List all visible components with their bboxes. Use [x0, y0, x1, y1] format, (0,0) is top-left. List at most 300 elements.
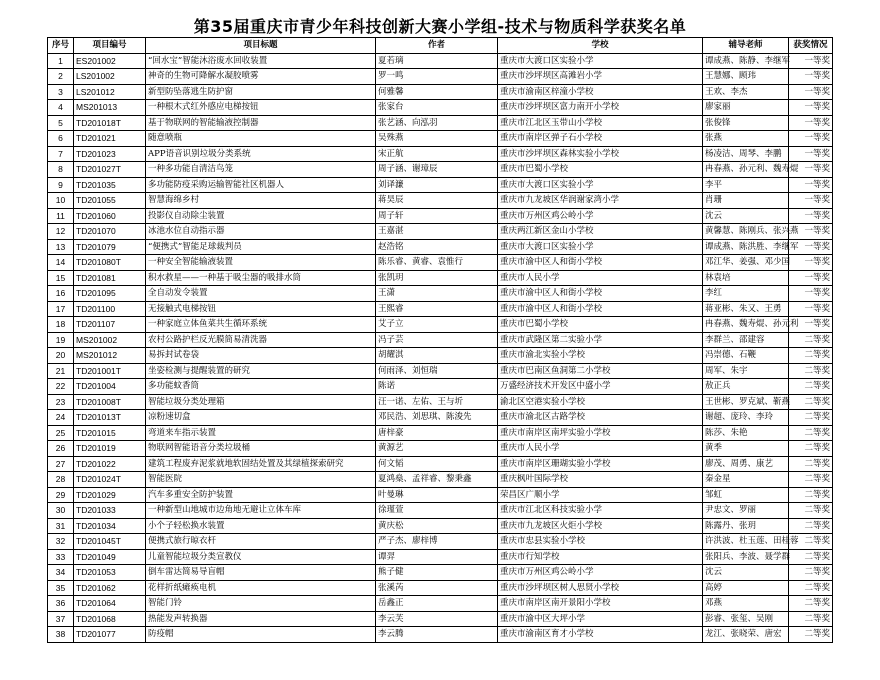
cell-code: TD201033 [74, 503, 146, 519]
cell-code: MS201012 [74, 348, 146, 364]
cell-project: 智能门铃 [146, 596, 376, 612]
cell-award: 二等奖 [789, 565, 833, 581]
cell-author: 叶曼琳 [376, 487, 498, 503]
cell-award: 一等奖 [789, 193, 833, 209]
cell-author: 王熙睿 [376, 301, 498, 317]
cell-no: 30 [48, 503, 74, 519]
cell-no: 37 [48, 611, 74, 627]
cell-award: 一等奖 [789, 53, 833, 69]
cell-project: 汽车多重安全防护装置 [146, 487, 376, 503]
cell-school: 重庆市江北区科技实验小学 [498, 503, 703, 519]
cell-no: 8 [48, 162, 74, 178]
cell-author: 周子轩 [376, 208, 498, 224]
cell-award: 二等奖 [789, 518, 833, 534]
cell-author: 黄源艺 [376, 441, 498, 457]
cell-teacher: 高婷 [703, 580, 789, 596]
cell-award: 一等奖 [789, 100, 833, 116]
cell-code: TD201077 [74, 627, 146, 643]
cell-school: 重庆市人民小学 [498, 270, 703, 286]
cell-code: TD201034 [74, 518, 146, 534]
table-row [48, 332, 833, 348]
cell-teacher: 廖茂、周勇、康艺 [703, 456, 789, 472]
cell-school: 重庆市渝北区古路学校 [498, 410, 703, 426]
cell-school: 重庆市大渡口区实验小学 [498, 177, 703, 193]
cell-project: 防疫帽 [146, 627, 376, 643]
cell-award: 一等奖 [789, 224, 833, 240]
cell-author: 熊子健 [376, 565, 498, 581]
cell-code: TD201068 [74, 611, 146, 627]
table-row [48, 115, 833, 131]
cell-school: 重庆市巴蜀小学校 [498, 317, 703, 333]
cell-award: 二等奖 [789, 332, 833, 348]
table-row [48, 456, 833, 472]
cell-school: 重庆市沙坪坝区树人思贤小学校 [498, 580, 703, 596]
cell-no: 33 [48, 549, 74, 565]
cell-school: 重庆市大渡口区实验小学 [498, 239, 703, 255]
cell-code: LS201002 [74, 69, 146, 85]
cell-teacher: 蒋亚彬、朱又、王勇 [703, 301, 789, 317]
cell-award: 一等奖 [789, 301, 833, 317]
cell-code: TD201080T [74, 255, 146, 271]
cell-school: 重庆市南岸区珊瑚实验小学校 [498, 456, 703, 472]
cell-code: TD201022 [74, 456, 146, 472]
table-row [48, 162, 833, 178]
page-title: 第35届重庆市青少年科技创新大赛小学组-技术与物质科学获奖名单 [193, 17, 687, 36]
cell-teacher: 王欢、李杰 [703, 84, 789, 100]
cell-award: 二等奖 [789, 549, 833, 565]
cell-project: 坐姿检测与提醒装置的研究 [146, 363, 376, 379]
cell-no: 11 [48, 208, 74, 224]
cell-project: 小个子轻松换水装置 [146, 518, 376, 534]
cell-teacher: 张俊锋 [703, 115, 789, 131]
cell-author: 张艺涵、向泓羽 [376, 115, 498, 131]
cell-no: 38 [48, 627, 74, 643]
cell-award: 一等奖 [789, 270, 833, 286]
cell-code: TD201024T [74, 472, 146, 488]
cell-award: 二等奖 [789, 348, 833, 364]
cell-no: 36 [48, 596, 74, 612]
table-row [48, 487, 833, 503]
cell-teacher: 周军、朱宇 [703, 363, 789, 379]
cell-school: 重庆市南岸区南坪实验小学校 [498, 425, 703, 441]
cell-author: 赵浩铭 [376, 239, 498, 255]
cell-school: 重庆市九龙坡区华润谢家湾小学 [498, 193, 703, 209]
cell-school: 重庆市万州区鸡公岭小学 [498, 208, 703, 224]
table-row [48, 627, 833, 643]
cell-teacher: 敖正兵 [703, 379, 789, 395]
table-row [48, 549, 833, 565]
cell-project: 神奇的生物可降解水凝胶喷雾 [146, 69, 376, 85]
cell-teacher: 王世彬、罗克斌、靳燕 [703, 394, 789, 410]
cell-teacher: 尹忠文、罗丽 [703, 503, 789, 519]
cell-author: 王潇 [376, 286, 498, 302]
cell-award: 二等奖 [789, 534, 833, 550]
cell-teacher: 谭成燕、陈静、李继军 [703, 53, 789, 69]
cell-award: 二等奖 [789, 363, 833, 379]
cell-award: 一等奖 [789, 162, 833, 178]
table-row [48, 131, 833, 147]
cell-school: 重庆市沙坪坝区高滩岩小学 [498, 69, 703, 85]
cell-author: 严子杰、廖梓博 [376, 534, 498, 550]
table-row [48, 394, 833, 410]
table-row [48, 348, 833, 364]
cell-no: 34 [48, 565, 74, 581]
cell-school: 重庆市渝南区梓潼小学校 [498, 84, 703, 100]
cell-project: 智慧海绵乡村 [146, 193, 376, 209]
cell-project: 一种家庭立体鱼菜共生循环系统 [146, 317, 376, 333]
cell-no: 35 [48, 580, 74, 596]
cell-award: 二等奖 [789, 611, 833, 627]
cell-school: 重庆两江新区金山小学校 [498, 224, 703, 240]
cell-project: 多功能蚊香筒 [146, 379, 376, 395]
cell-no: 29 [48, 487, 74, 503]
cell-no: 22 [48, 379, 74, 395]
cell-school: 重庆市渝中区人和街小学校 [498, 301, 703, 317]
table-row [48, 611, 833, 627]
cell-code: TD201013T [74, 410, 146, 426]
cell-no: 15 [48, 270, 74, 286]
cell-project: 便携式旅行晾衣杆 [146, 534, 376, 550]
cell-author: 陈诺 [376, 379, 498, 395]
cell-project: 儿童智能垃圾分类宣教仪 [146, 549, 376, 565]
cell-award: 二等奖 [789, 425, 833, 441]
cell-project: 多功能防疫采购运输智能社区机器人 [146, 177, 376, 193]
cell-school: 重庆市渝中区人和街小学校 [498, 286, 703, 302]
table-row [48, 270, 833, 286]
cell-teacher: 李红 [703, 286, 789, 302]
cell-project: 一种安全智能输液装置 [146, 255, 376, 271]
cell-award: 二等奖 [789, 503, 833, 519]
cell-code: TD201060 [74, 208, 146, 224]
header-code: 项目编号 [74, 38, 146, 54]
cell-author: 李云芙 [376, 611, 498, 627]
cell-no: 3 [48, 84, 74, 100]
table-row [48, 518, 833, 534]
cell-author: 汪一诺、左佑、王与圻 [376, 394, 498, 410]
cell-award: 二等奖 [789, 627, 833, 643]
cell-teacher: 张阳兵、李波、聂学群 [703, 549, 789, 565]
cell-code: TD201029 [74, 487, 146, 503]
table-row [48, 255, 833, 271]
cell-school: 重庆市万州区鸡公岭小学 [498, 565, 703, 581]
cell-author: 张家台 [376, 100, 498, 116]
cell-teacher: 邹虹 [703, 487, 789, 503]
cell-code: TD201079 [74, 239, 146, 255]
cell-project: APP语音识别垃圾分类系统 [146, 146, 376, 162]
cell-no: 32 [48, 534, 74, 550]
cell-school: 重庆市渝南区育才小学校 [498, 627, 703, 643]
cell-no: 1 [48, 53, 74, 69]
cell-code: TD201100 [74, 301, 146, 317]
table-row [48, 53, 833, 69]
cell-no: 4 [48, 100, 74, 116]
header-row [48, 38, 833, 54]
cell-school: 重庆市渝中区人和街小学校 [498, 255, 703, 271]
cell-author: 艾子立 [376, 317, 498, 333]
cell-teacher: 王慧娜、顾玮 [703, 69, 789, 85]
cell-teacher: 邓燕 [703, 596, 789, 612]
cell-no: 5 [48, 115, 74, 131]
cell-author: 唐梓豪 [376, 425, 498, 441]
cell-no: 20 [48, 348, 74, 364]
cell-teacher: 李群兰、邵建容 [703, 332, 789, 348]
cell-no: 23 [48, 394, 74, 410]
cell-award: 一等奖 [789, 239, 833, 255]
cell-project: 倒车雷达简易导盲帽 [146, 565, 376, 581]
cell-school: 重庆市人民小学 [498, 441, 703, 457]
cell-no: 28 [48, 472, 74, 488]
cell-school: 重庆市行知学校 [498, 549, 703, 565]
cell-no: 24 [48, 410, 74, 426]
cell-project: 建筑工程废弃泥浆就地软固结处置及其绿植探索研究 [146, 456, 376, 472]
cell-author: 黄庆松 [376, 518, 498, 534]
cell-code: TD201095 [74, 286, 146, 302]
cell-teacher: 许洪波、杜玉莲、田桂蓉 [703, 534, 789, 550]
cell-no: 27 [48, 456, 74, 472]
cell-teacher: 肖珊 [703, 193, 789, 209]
cell-teacher: 廖家丽 [703, 100, 789, 116]
cell-school: 重庆市巴蜀小学校 [498, 162, 703, 178]
cell-code: ES201002 [74, 53, 146, 69]
cell-author: 刘译濂 [376, 177, 498, 193]
table-row [48, 317, 833, 333]
header-no: 序号 [48, 38, 74, 54]
cell-code: TD201001T [74, 363, 146, 379]
cell-school: 渝北区空港实验小学校 [498, 394, 703, 410]
cell-award: 二等奖 [789, 394, 833, 410]
cell-teacher: 黄馨慧、陈刚兵、张兴燕 [703, 224, 789, 240]
cell-author: 夏若璃 [376, 53, 498, 69]
cell-project: 弯道来车指示装置 [146, 425, 376, 441]
cell-award: 一等奖 [789, 131, 833, 147]
table-row [48, 84, 833, 100]
cell-author: 岳鑫正 [376, 596, 498, 612]
cell-project: 热能发声转换器 [146, 611, 376, 627]
cell-teacher: 冉春燕、孙元利、魏寿焜 [703, 162, 789, 178]
table-row [48, 565, 833, 581]
cell-award: 二等奖 [789, 441, 833, 457]
table-row [48, 301, 833, 317]
cell-project: 物联网智能语音分类垃圾桶 [146, 441, 376, 457]
cell-award: 一等奖 [789, 69, 833, 85]
cell-award: 二等奖 [789, 580, 833, 596]
cell-school: 万盛经济技术开发区中盛小学 [498, 379, 703, 395]
cell-award: 一等奖 [789, 177, 833, 193]
cell-award: 二等奖 [789, 596, 833, 612]
cell-project: 农村公路护栏反光膜简易清洗器 [146, 332, 376, 348]
table-row [48, 410, 833, 426]
cell-school: 重庆市巴南区鱼洞第二小学校 [498, 363, 703, 379]
cell-code: TD201019 [74, 441, 146, 457]
cell-award: 二等奖 [789, 379, 833, 395]
cell-school: 重庆市沙坪坝区森林实验小学校 [498, 146, 703, 162]
cell-teacher: 陈莎、朱艳 [703, 425, 789, 441]
table-row [48, 441, 833, 457]
cell-author: 罗一鸣 [376, 69, 498, 85]
table-row [48, 224, 833, 240]
cell-author: 何雅馨 [376, 84, 498, 100]
cell-author: 徐瑾萱 [376, 503, 498, 519]
cell-project: 凉粉速切盒 [146, 410, 376, 426]
cell-no: 13 [48, 239, 74, 255]
cell-no: 21 [48, 363, 74, 379]
cell-author: 邓民浩、刘思琪、陈浚先 [376, 410, 498, 426]
cell-author: 王嘉湛 [376, 224, 498, 240]
cell-code: TD201062 [74, 580, 146, 596]
cell-award: 一等奖 [789, 286, 833, 302]
cell-teacher: 秦金星 [703, 472, 789, 488]
cell-code: TD201070 [74, 224, 146, 240]
cell-teacher: 黄季 [703, 441, 789, 457]
cell-author: 夏鸿燊、孟祥睿、黎秉鑫 [376, 472, 498, 488]
table-row [48, 580, 833, 596]
cell-award: 二等奖 [789, 410, 833, 426]
table-row [48, 193, 833, 209]
cell-author: 冯子芸 [376, 332, 498, 348]
cell-teacher: 邓江华、姜强、邓少国 [703, 255, 789, 271]
cell-school: 荣昌区广顺小学 [498, 487, 703, 503]
cell-award: 一等奖 [789, 255, 833, 271]
cell-code: TD201021 [74, 131, 146, 147]
cell-code: TD201018T [74, 115, 146, 131]
cell-project: 随意喷瓶 [146, 131, 376, 147]
cell-project: 无接触式电梯按钮 [146, 301, 376, 317]
cell-code: LS201012 [74, 84, 146, 100]
cell-school: 重庆市沙坪坝区富力南开小学校 [498, 100, 703, 116]
cell-author: 张凯玥 [376, 270, 498, 286]
cell-teacher: 冉春燕、魏寿焜、孙元利 [703, 317, 789, 333]
table-row [48, 363, 833, 379]
cell-no: 19 [48, 332, 74, 348]
cell-school: 重庆市渝北实验小学校 [498, 348, 703, 364]
cell-award: 二等奖 [789, 472, 833, 488]
cell-author: 蒋昊辰 [376, 193, 498, 209]
cell-code: TD201008T [74, 394, 146, 410]
cell-no: 6 [48, 131, 74, 147]
cell-code: TD201023 [74, 146, 146, 162]
table-row [48, 379, 833, 395]
cell-author: 陈乐睿、黄睿、袁惟行 [376, 255, 498, 271]
cell-teacher: 沈云 [703, 565, 789, 581]
header-author: 作者 [376, 38, 498, 54]
cell-school: 重庆市南岸区弹子石小学校 [498, 131, 703, 147]
cell-teacher: 谢超、庞玲、李玲 [703, 410, 789, 426]
cell-project: 全自动发令装置 [146, 286, 376, 302]
cell-school: 重庆市大渡口区实验小学 [498, 53, 703, 69]
cell-teacher: 林袁培 [703, 270, 789, 286]
header-award: 获奖情况 [789, 38, 833, 54]
cell-author: 谭羿 [376, 549, 498, 565]
table-row [48, 472, 833, 488]
cell-author: 何文韬 [376, 456, 498, 472]
cell-no: 31 [48, 518, 74, 534]
cell-award: 二等奖 [789, 456, 833, 472]
cell-code: TD201035 [74, 177, 146, 193]
table-row [48, 596, 833, 612]
cell-no: 14 [48, 255, 74, 271]
cell-code: TD201027T [74, 162, 146, 178]
cell-school: 重庆枫叶国际学校 [498, 472, 703, 488]
cell-award: 一等奖 [789, 317, 833, 333]
cell-author: 何雨泽、刘恒瑞 [376, 363, 498, 379]
cell-award: 一等奖 [789, 84, 833, 100]
cell-code: MS201002 [74, 332, 146, 348]
cell-no: 18 [48, 317, 74, 333]
cell-project: 一种多功能自清洁鸟笼 [146, 162, 376, 178]
cell-teacher: 沈云 [703, 208, 789, 224]
cell-code: TD201055 [74, 193, 146, 209]
cell-code: TD201015 [74, 425, 146, 441]
table-row [48, 100, 833, 116]
cell-school: 重庆市九龙坡区火炬小学校 [498, 518, 703, 534]
cell-teacher: 陈露丹、张玥 [703, 518, 789, 534]
cell-project: 新型防坠落逃生防护窗 [146, 84, 376, 100]
cell-school: 重庆市渝中区大坪小学 [498, 611, 703, 627]
header-school: 学校 [498, 38, 703, 54]
cell-code: MS201013 [74, 100, 146, 116]
cell-award: 一等奖 [789, 146, 833, 162]
table-row [48, 534, 833, 550]
cell-author: 李云腾 [376, 627, 498, 643]
header-project: 项目标题 [146, 38, 376, 54]
cell-code: TD201004 [74, 379, 146, 395]
cell-no: 2 [48, 69, 74, 85]
cell-code: TD201107 [74, 317, 146, 333]
cell-no: 7 [48, 146, 74, 162]
table-row [48, 208, 833, 224]
cell-no: 9 [48, 177, 74, 193]
cell-author: 胡耀淇 [376, 348, 498, 364]
cell-school: 重庆市忠县实验小学校 [498, 534, 703, 550]
cell-author: 吴殊燕 [376, 131, 498, 147]
cell-project: 投影仪自动除尘装置 [146, 208, 376, 224]
awards-table [47, 37, 833, 643]
table-row [48, 286, 833, 302]
cell-school: 重庆市南岸区南开景阳小学校 [498, 596, 703, 612]
cell-teacher: 张燕 [703, 131, 789, 147]
cell-teacher: 龙江、张晓荣、唐宏 [703, 627, 789, 643]
cell-award: 一等奖 [789, 115, 833, 131]
cell-teacher: 谭成燕、陈洪胜、李继军 [703, 239, 789, 255]
cell-code: TD201045T [74, 534, 146, 550]
table-row [48, 69, 833, 85]
cell-award: 二等奖 [789, 487, 833, 503]
cell-project: 智能垃圾分类处理箱 [146, 394, 376, 410]
cell-project: 一种根木式红外感应电梯按钮 [146, 100, 376, 116]
cell-author: 宋正航 [376, 146, 498, 162]
cell-project: 智能医院 [146, 472, 376, 488]
cell-project: 易拆封试卷袋 [146, 348, 376, 364]
cell-code: TD201081 [74, 270, 146, 286]
cell-project: 一种新型山地城市边角地无避让立体车库 [146, 503, 376, 519]
cell-project: 冰池水位自动指示器 [146, 224, 376, 240]
cell-project: “回水宝”智能沐浴废水回收装置 [146, 53, 376, 69]
table-row [48, 503, 833, 519]
cell-school: 重庆市武隆区第二实验小学 [498, 332, 703, 348]
cell-teacher: 杨凌洁、周琴、李鹏 [703, 146, 789, 162]
cell-no: 17 [48, 301, 74, 317]
cell-project: “便携式”智能足球裁判员 [146, 239, 376, 255]
cell-no: 12 [48, 224, 74, 240]
table-row [48, 239, 833, 255]
cell-award: 一等奖 [789, 208, 833, 224]
cell-no: 16 [48, 286, 74, 302]
cell-code: TD201053 [74, 565, 146, 581]
cell-teacher: 冯崇德、石鞭 [703, 348, 789, 364]
header-teacher: 辅导老师 [703, 38, 789, 54]
cell-project: 基于物联网的智能输液控制器 [146, 115, 376, 131]
cell-author: 周子涵、谢璋辰 [376, 162, 498, 178]
